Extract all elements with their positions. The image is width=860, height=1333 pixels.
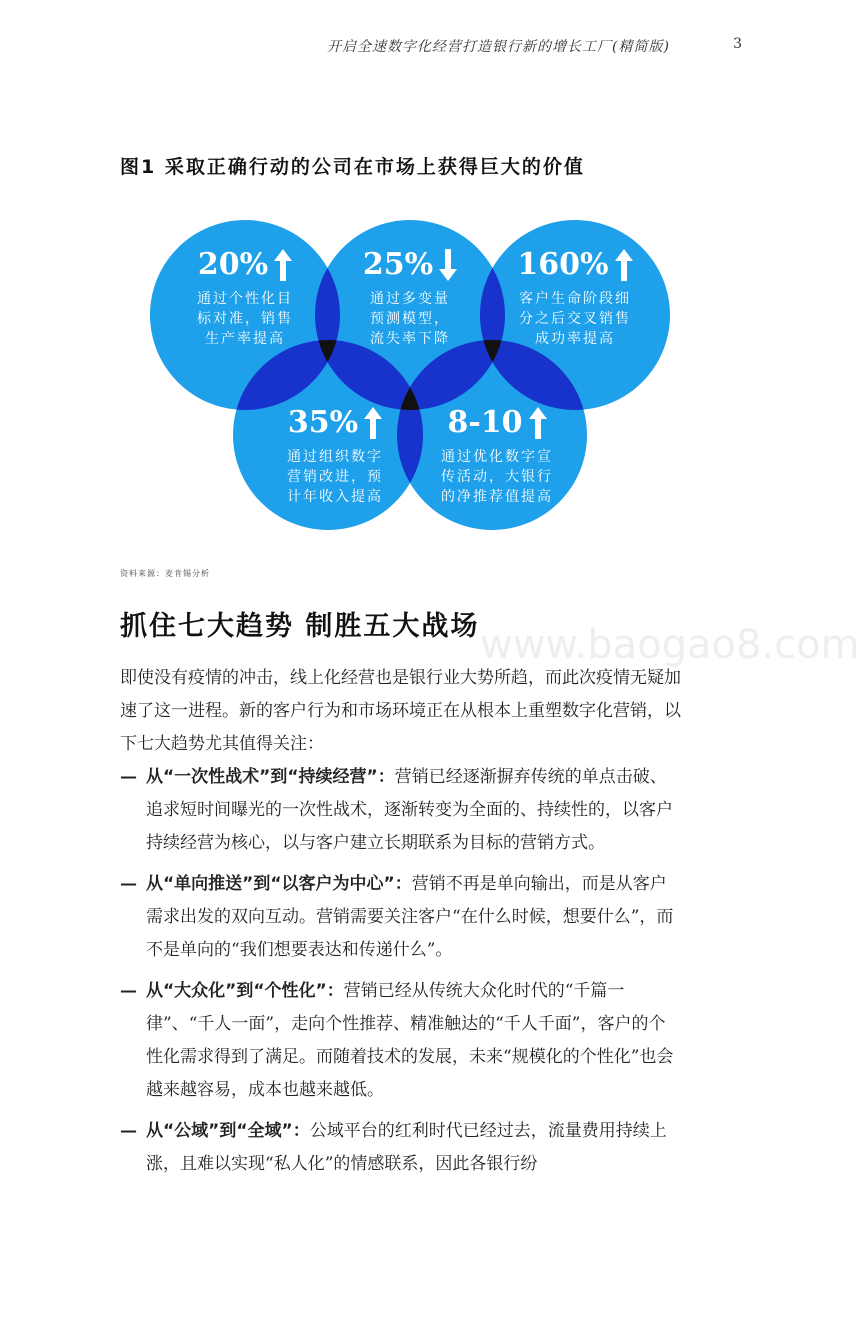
stat-block-3 xyxy=(480,248,670,349)
arrow-up-icon xyxy=(529,407,547,439)
trend-title: 从“一次性战术”到“持续经营”： xyxy=(146,767,395,787)
stat-desc-line: 通过组织数字 xyxy=(287,449,383,465)
arrow-up-icon xyxy=(364,407,382,439)
arrow-down-icon xyxy=(439,249,457,281)
stat-desc-line: 客户生命阶段细 xyxy=(519,291,631,307)
section-heading: 抓住七大趋势 制胜五大战场 xyxy=(120,611,480,642)
trend-text: 公域平台的红利时代已经过去，流量费用持续上涨，且难以实现“私人化”的情感联系，因此各银行纷 xyxy=(146,1121,667,1174)
stat-desc-line: 通过优化数字宣 xyxy=(441,449,553,465)
trend-item xyxy=(120,975,682,1107)
venn-diagram xyxy=(150,210,670,570)
stat-desc-line: 传活动，大银行 xyxy=(441,469,553,485)
trend-text: 营销不再是单向输出，而是从客户需求出发的双向互动。营销需要关注客户“在什么时候，想要什么”，而不是单向的“我们想要表达和传递什么”。 xyxy=(146,874,674,960)
dash-bullet: — xyxy=(120,981,137,1001)
stat-desc-line: 生产率提高 xyxy=(205,331,285,347)
trend-item xyxy=(120,868,682,967)
dash-bullet: — xyxy=(120,1121,137,1141)
stat-desc-line: 成功率提高 xyxy=(535,331,615,347)
stat-desc-line: 营销改进，预 xyxy=(287,469,383,485)
stat-desc-line: 通过个性化目 xyxy=(197,291,293,307)
trend-title: 从“单向推送”到“以客户为中心”： xyxy=(146,874,412,894)
arrow-up-icon xyxy=(615,249,633,281)
stat-value-3: 160% xyxy=(517,247,609,282)
arrow-up-icon xyxy=(274,249,292,281)
running-header: 开启全速数字化经营打造银行新的增长工厂(精简版) xyxy=(327,39,670,55)
dash-bullet: — xyxy=(120,767,137,787)
trend-text: 营销已经逐渐摒弃传统的单点击破、追求短时间曝光的一次性战术，逐渐转变为全面的、持续性的，以客户持续经营为核心，以与客户建立长期联系为目标的营销方式。 xyxy=(146,767,673,853)
stat-block-2 xyxy=(320,248,500,349)
stat-desc-line: 计年收入提高 xyxy=(287,489,383,505)
dash-bullet: — xyxy=(120,874,137,894)
stat-desc-line: 分之后交叉销售 xyxy=(519,311,631,327)
stat-block-4 xyxy=(250,406,420,507)
stat-desc-line: 标对准，销售 xyxy=(197,311,293,327)
stat-value-5: 8-10 xyxy=(447,405,523,440)
trend-list xyxy=(120,761,682,1189)
trend-item xyxy=(120,761,682,860)
stat-desc-line: 预测模型， xyxy=(370,311,450,327)
trend-title: 从“公域”到“全域”： xyxy=(146,1121,310,1141)
figure-title: 图1 采取正确行动的公司在市场上获得巨大的价值 xyxy=(120,156,585,178)
stat-value-4: 35% xyxy=(287,405,359,440)
stat-desc-line: 流失率下降 xyxy=(370,331,450,347)
stat-desc-line: 通过多变量 xyxy=(370,291,450,307)
stat-desc-line: 的净推荐值提高 xyxy=(441,489,553,505)
page-number: 3 xyxy=(733,36,742,52)
watermark: www.baogao8.com xyxy=(480,622,860,668)
stat-block-5 xyxy=(412,406,582,507)
stat-value-1: 20% xyxy=(197,247,269,282)
figure-source: 资料来源：麦肯锡分析 xyxy=(120,569,210,578)
stat-value-2: 25% xyxy=(362,247,434,282)
intro-paragraph: 即使没有疫情的冲击，线上化经营也是银行业大势所趋，而此次疫情无疑加速了这一进程。新的客户行为和市场环境正在从根本上重塑数字化营销，以下七大趋势尤其值得关注： xyxy=(120,668,681,754)
stat-block-1 xyxy=(155,248,335,349)
trend-text: 营销已经从传统大众化时代的“千篇一律”、“千人一面”，走向个性推荐、精准触达的“千人千面”，客户的个性化需求得到了满足。而随着技术的发展，未来“规模化的个性化”也会越来越容易，成本也越来越低。 xyxy=(146,981,674,1100)
trend-title: 从“大众化”到“个性化”： xyxy=(146,981,344,1001)
trend-item xyxy=(120,1115,682,1181)
